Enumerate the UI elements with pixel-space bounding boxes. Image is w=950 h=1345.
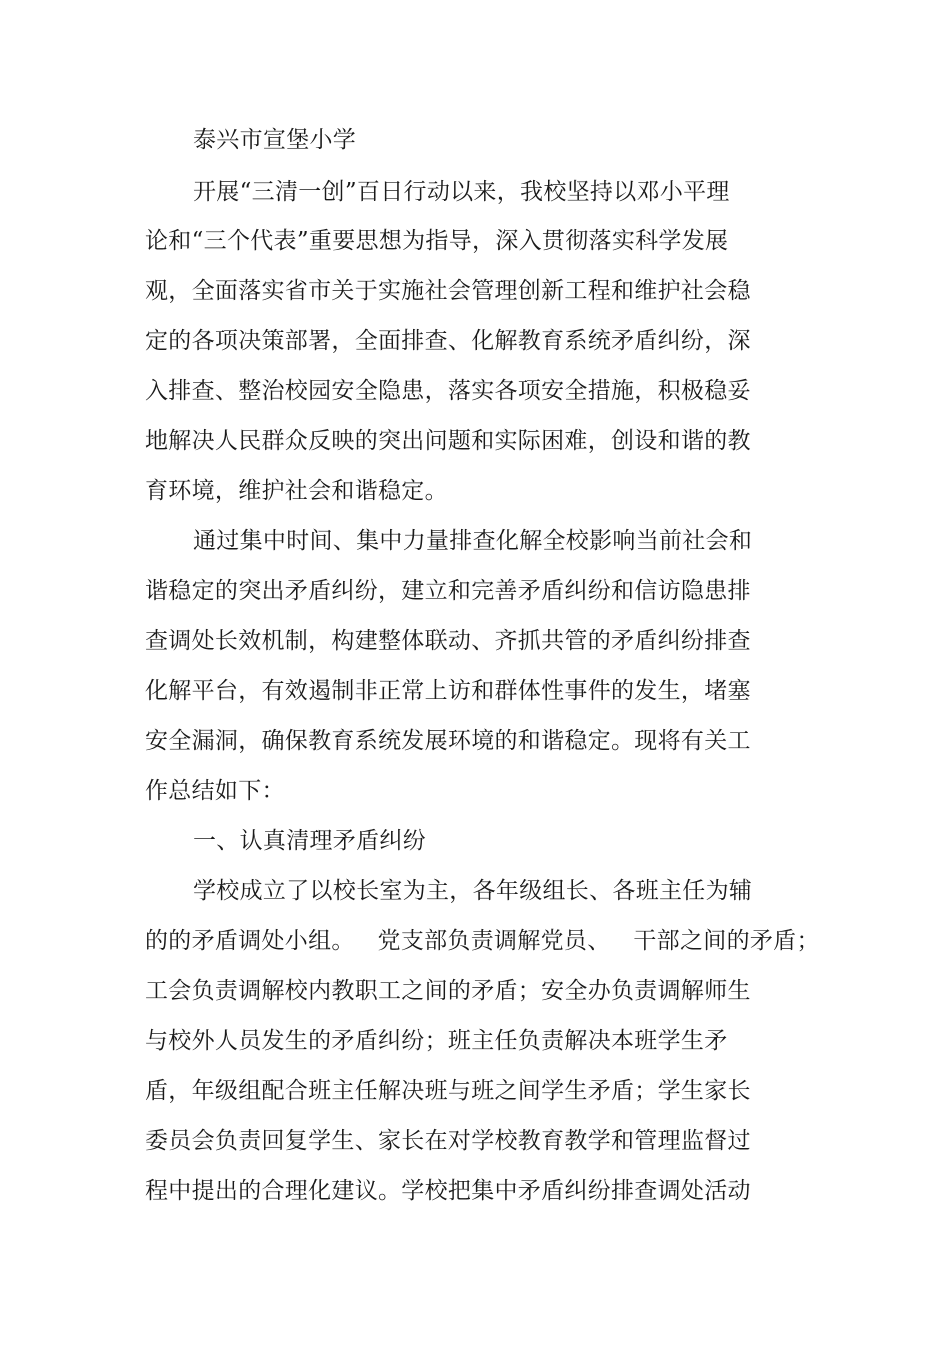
paragraph-1-line-2: 论和“三个代表”重要思想为指导，深入贯彻落实科学发展 (145, 228, 729, 254)
paragraph-2-line-3: 查调处长效机制，构建整体联动、齐抓共管的矛盾纠纷排查 (145, 628, 751, 654)
section-1-heading: 一、认真清理矛盾纠纷 (193, 828, 426, 854)
school-name: 泰兴市宣堡小学 (193, 127, 357, 153)
paragraph-3-line-2: 的的矛盾调处小组。 党支部负责调解党员、 干部之间的矛盾； (145, 928, 820, 954)
paragraph-3-line-1: 学校成立了以校长室为主，各年级组长、各班主任为辅 (193, 878, 753, 904)
paragraph-2-line-2: 谐稳定的突出矛盾纠纷，建立和完善矛盾纠纷和信访隐患排 (145, 578, 751, 604)
paragraph-2-line-5: 安全漏洞，确保教育系统发展环境的和谐稳定。现将有关工 (145, 728, 751, 754)
paragraph-3-line-6: 委员会负责回复学生、家长在对学校教育教学和管理监督过 (145, 1128, 751, 1154)
paragraph-3-line-3: 工会负责调解校内教职工之间的矛盾；安全办负责调解师生 (145, 978, 751, 1004)
paragraph-1-line-5: 入排查、整治校园安全隐患，落实各项安全措施，积极稳妥 (145, 378, 751, 404)
paragraph-1-line-4: 定的各项决策部署，全面排查、化解教育系统矛盾纠纷，深 (145, 328, 751, 354)
paragraph-3-line-7: 程中提出的合理化建议。学校把集中矛盾纠纷排查调处活动 (145, 1178, 751, 1204)
paragraph-3-line-5: 盾，年级组配合班主任解决班与班之间学生矛盾；学生家长 (145, 1078, 751, 1104)
paragraph-1-line-6: 地解决人民群众反映的突出问题和实际困难，创设和谐的教 (145, 428, 751, 454)
paragraph-3-line-4: 与校外人员发生的矛盾纠纷；班主任负责解决本班学生矛 (145, 1028, 728, 1054)
paragraph-2-line-6: 作总结如下： (145, 778, 285, 804)
paragraph-1-line-1: 开展“三清一创”百日行动以来，我校坚持以邓小平理 (193, 179, 730, 205)
paragraph-1-line-7: 育环境，维护社会和谐稳定。 (145, 478, 448, 504)
paragraph-2-line-4: 化解平台，有效遏制非正常上访和群体性事件的发生，堵塞 (145, 678, 751, 704)
paragraph-1-line-3: 观，全面落实省市关于实施社会管理创新工程和维护社会稳 (145, 278, 751, 304)
paragraph-2-line-1: 通过集中时间、集中力量排查化解全校影响当前社会和 (193, 528, 753, 554)
